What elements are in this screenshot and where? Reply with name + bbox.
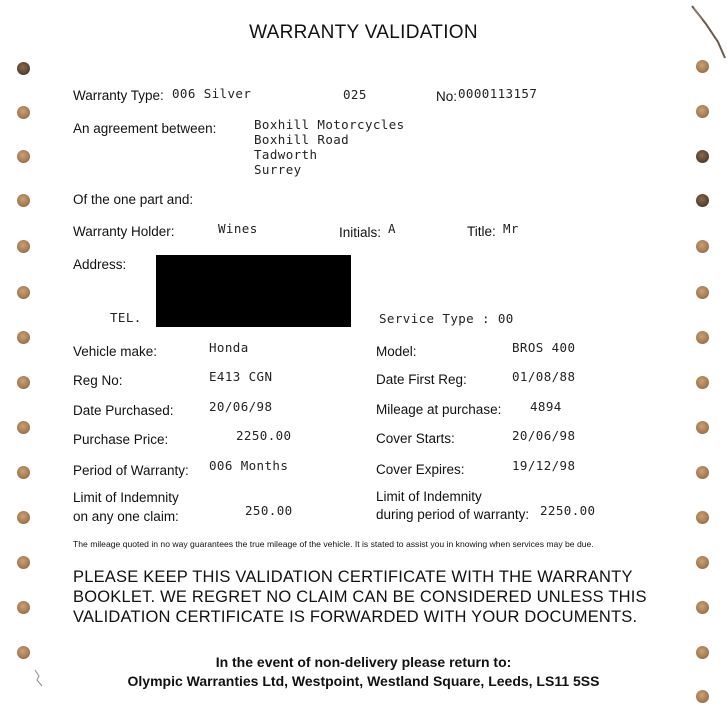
warranty-number-value: 0000113157 <box>458 86 538 101</box>
purchase-price-value: 2250.00 <box>236 428 292 443</box>
purchase-price-label: Purchase Price: <box>73 432 169 447</box>
service-type: Service Type : 00 <box>379 311 514 326</box>
warranty-number-label: No: <box>436 89 458 104</box>
holder-label: Warranty Holder: <box>73 224 175 239</box>
notice-line-2: BOOKLET. WE REGRET NO CLAIM CAN BE CONSIDERED UNLESS THIS <box>73 588 647 606</box>
address-redaction <box>156 255 351 327</box>
return-line-1: In the event of non-delivery please return to: <box>215 654 512 670</box>
limit-period-value: 2250.00 <box>540 503 596 518</box>
one-part-label: Of the one part and: <box>73 192 194 207</box>
limit-claim-label-2: on any one claim: <box>73 509 179 524</box>
notice-line-1: PLEASE KEEP THIS VALIDATION CERTIFICATE WITH THE WARRANTY <box>73 568 633 586</box>
first-reg-value: 01/08/88 <box>512 369 576 384</box>
first-reg-label: Date First Reg: <box>376 372 467 387</box>
model-label: Model: <box>376 344 417 359</box>
limit-period-label-1: Limit of Indemnity <box>376 489 482 504</box>
dealer-town: Tadworth <box>254 147 318 162</box>
mileage-note: The mileage quoted in no way guarantees the true mileage of the vehicle. It is stated to assist you in knowing when services may be due. <box>73 539 594 549</box>
reg-no-value: E413 CGN <box>209 369 273 384</box>
initials-label: Initials: <box>339 225 382 240</box>
smudge-mark <box>32 668 48 690</box>
date-purchased-value: 20/06/98 <box>209 399 273 414</box>
warranty-code-value: 025 <box>343 87 367 102</box>
date-purchased-label: Date Purchased: <box>73 403 174 418</box>
mileage-label: Mileage at purchase: <box>376 402 502 417</box>
cover-expires-value: 19/12/98 <box>512 458 576 473</box>
vehicle-make-value: Honda <box>209 340 249 355</box>
period-label: Period of Warranty: <box>73 463 189 478</box>
dealer-county: Surrey <box>254 162 302 177</box>
page-title: WARRANTY VALIDATION <box>249 22 478 43</box>
notice-line-3: VALIDATION CERTIFICATE IS FORWARDED WITH YOUR DOCUMENTS. <box>73 608 638 626</box>
limit-period-label-2: during period of warranty: <box>376 507 530 522</box>
reg-no-label: Reg No: <box>73 373 123 388</box>
title-value: Mr <box>503 221 519 236</box>
initials-value: A <box>388 221 396 236</box>
agreement-label: An agreement between: <box>73 121 217 136</box>
period-value: 006 Months <box>209 458 289 473</box>
cover-starts-value: 20/06/98 <box>512 428 576 443</box>
model-value: BROS 400 <box>512 340 576 355</box>
limit-claim-value: 250.00 <box>245 503 293 518</box>
holder-surname: Wines <box>218 221 258 236</box>
vehicle-make-label: Vehicle make: <box>73 344 158 359</box>
limit-claim-label-1: Limit of Indemnity <box>73 490 179 505</box>
dealer-name: Boxhill Motorcycles <box>254 117 405 132</box>
warranty-type-value: 006 Silver <box>172 86 252 101</box>
tel-label: TEL. <box>110 310 142 325</box>
dealer-street: Boxhill Road <box>254 132 350 147</box>
title-label: Title: <box>467 224 496 239</box>
warranty-type-label: Warranty Type: <box>73 88 164 103</box>
address-label: Address: <box>73 257 127 272</box>
return-line-2: Olympic Warranties Ltd, Westpoint, Westland Square, Leeds, LS11 5SS <box>127 673 600 689</box>
cover-expires-label: Cover Expires: <box>376 462 465 477</box>
mileage-value: 4894 <box>530 399 562 414</box>
cover-starts-label: Cover Starts: <box>376 431 455 446</box>
